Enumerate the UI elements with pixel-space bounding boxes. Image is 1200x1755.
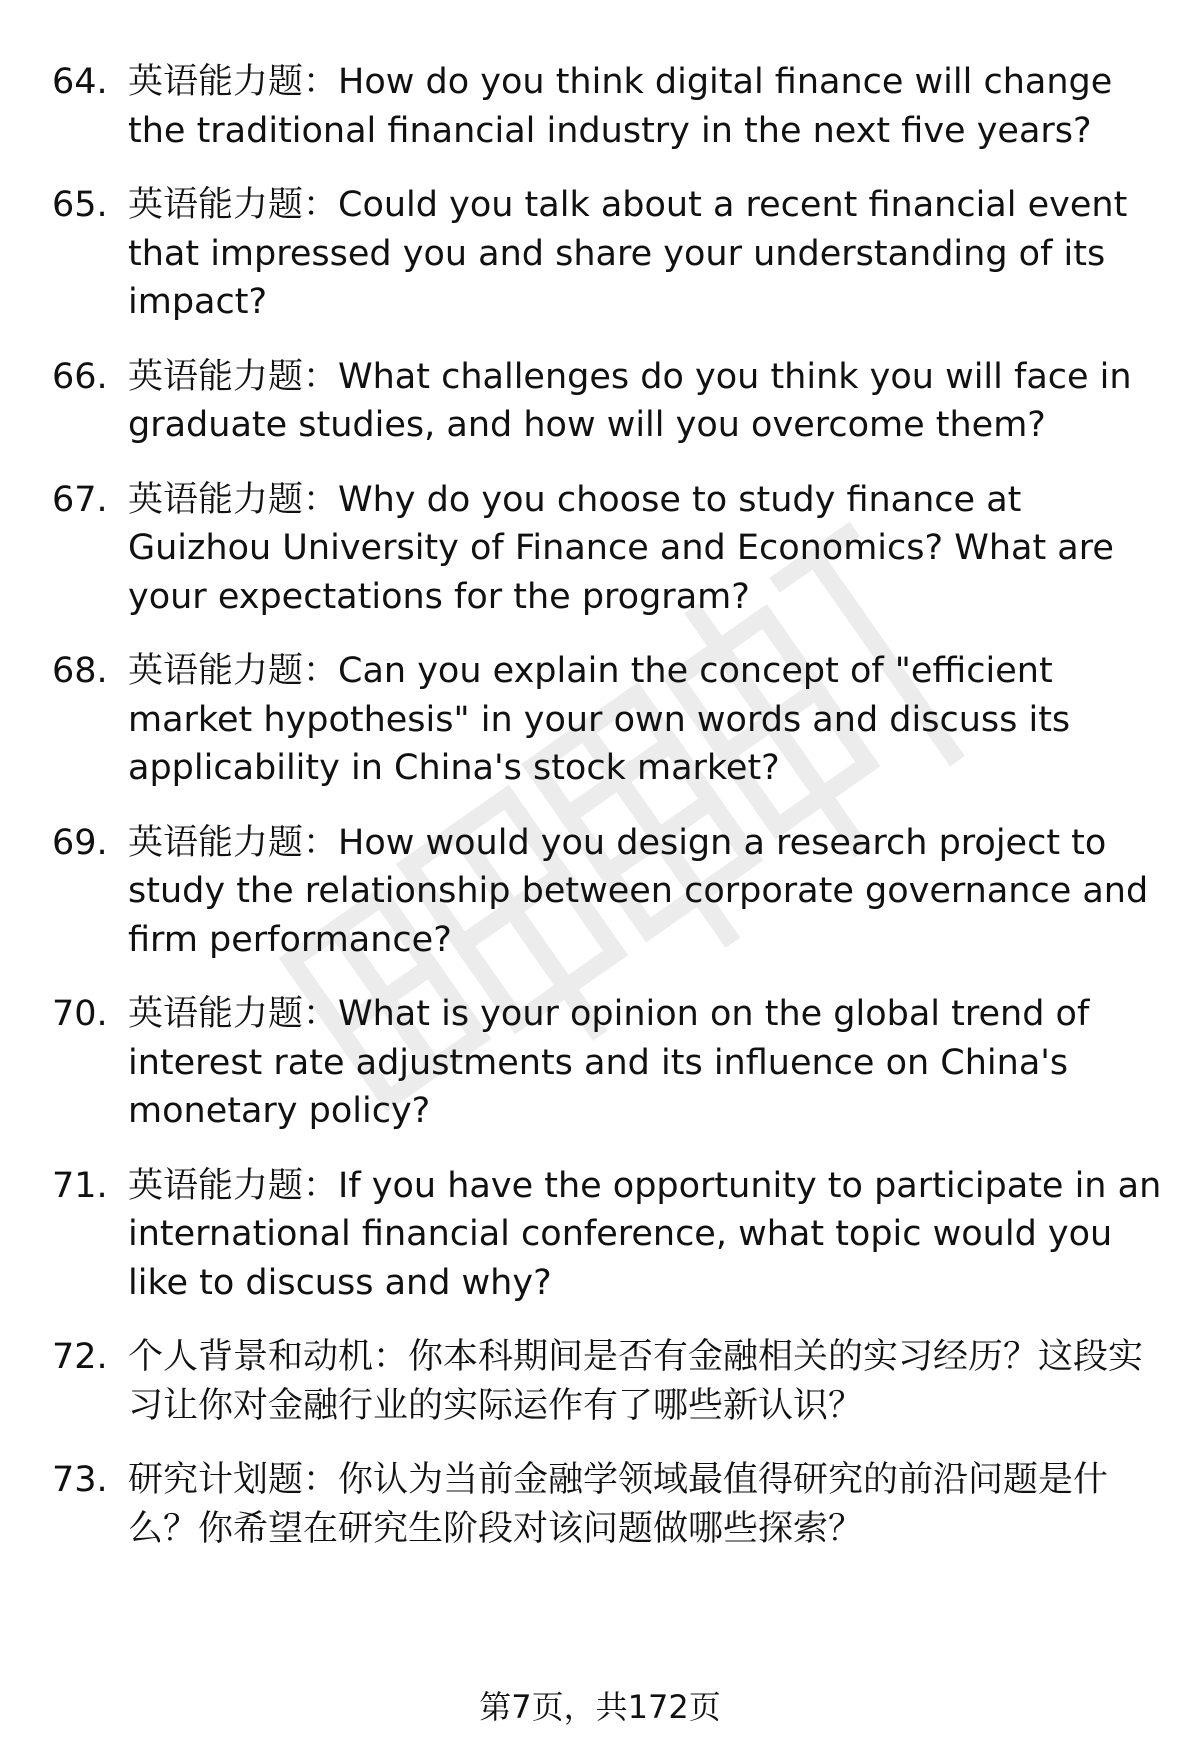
question-item-70	[52, 990, 1162, 1136]
question-item-66	[52, 353, 1162, 450]
question-item-69	[52, 819, 1162, 965]
question-number: 64.	[52, 62, 108, 102]
question-number: 73.	[52, 1460, 108, 1500]
question-number: 68.	[52, 651, 108, 691]
page-indicator: 第7页，共172页	[479, 1688, 721, 1726]
question-text: Can you explain the concept of "efficient market hypothesis" in your own words and discuss its applicability in China's stock market?	[128, 651, 1071, 788]
question-body	[128, 58, 1162, 155]
question-text: Could you talk about a recent financial event that impressed you and share your understanding of its impact?	[128, 185, 1128, 322]
question-category-label: 英语能力题：	[128, 651, 339, 691]
question-body	[128, 819, 1162, 965]
question-list	[52, 58, 1162, 1579]
question-category-label: 英语能力题：	[128, 62, 339, 102]
question-body	[128, 181, 1162, 327]
question-item-65	[52, 181, 1162, 327]
question-text: How do you think digital finance will change the traditional financial industry in the next five years?	[128, 62, 1113, 151]
question-body	[128, 647, 1162, 793]
question-number: 66.	[52, 356, 108, 397]
question-item-68	[52, 647, 1162, 793]
question-body	[128, 476, 1162, 622]
question-text: Why do you choose to study finance at Guizhou University of Finance and Economics? What are your expectations for the program?	[128, 479, 1114, 617]
question-category-label: 个人背景和动机：	[128, 1337, 409, 1377]
question-item-73	[52, 1456, 1162, 1553]
question-item-72	[52, 1333, 1162, 1430]
question-category-label: 英语能力题：	[128, 185, 339, 225]
question-number: 70.	[52, 994, 108, 1034]
question-number: 65.	[52, 185, 108, 225]
question-body	[128, 1456, 1162, 1553]
question-text: What challenges do you think you will face in graduate studies, and how will you overcome them?	[128, 356, 1132, 445]
question-category-label: 英语能力题：	[128, 356, 339, 397]
question-text: If you have the opportunity to participate in an international financial conference, what topic would you like to discuss and why?	[128, 1165, 1162, 1303]
question-body	[128, 353, 1162, 450]
question-body	[128, 1162, 1162, 1308]
question-category-label: 英语能力题：	[128, 1165, 339, 1206]
question-text: What is your opinion on the global trend of interest rate adjustments and its influence on China's monetary policy?	[128, 994, 1090, 1131]
question-body	[128, 990, 1162, 1136]
question-category-label: 英语能力题：	[128, 994, 339, 1034]
question-body	[128, 1333, 1162, 1430]
question-number: 69.	[52, 822, 108, 863]
question-number: 71.	[52, 1165, 108, 1206]
question-category-label: 英语能力题：	[128, 822, 339, 863]
question-category-label: 研究计划题：	[128, 1460, 339, 1500]
question-item-67	[52, 476, 1162, 622]
question-text: 你认为当前金融学领域最值得研究的前沿问题是什么？你希望在研究生阶段对该问题做哪些探索？	[128, 1460, 1109, 1549]
question-text: How would you design a research project to study the relationship between corporate governance and firm performance?	[128, 822, 1149, 960]
question-number: 67.	[52, 479, 108, 520]
question-item-64	[52, 58, 1162, 155]
question-item-71	[52, 1162, 1162, 1308]
question-category-label: 英语能力题：	[128, 479, 339, 520]
question-number: 72.	[52, 1337, 108, 1377]
question-text: 你本科期间是否有金融相关的实习经历？这段实习让你对金融行业的实际运作有了哪些新认识？	[128, 1337, 1144, 1426]
